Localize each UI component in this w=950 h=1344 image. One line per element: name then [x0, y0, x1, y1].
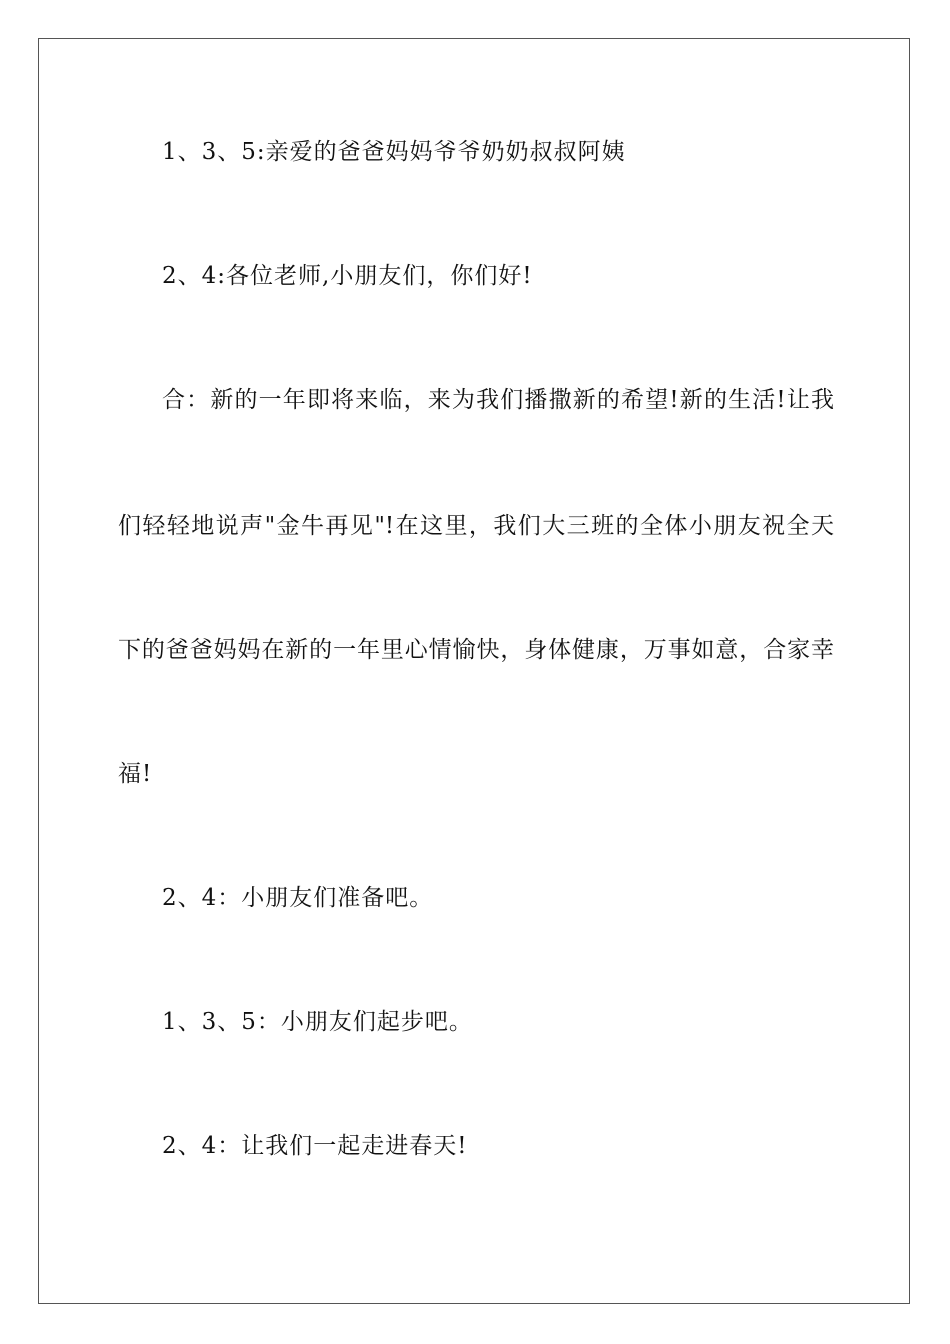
text-line: 2、4：小朋友们准备吧。 — [162, 885, 434, 911]
text-line: 福! — [118, 761, 153, 787]
text-line: 2、4：让我们一起走进春天! — [162, 1133, 468, 1159]
text-line: 下的爸爸妈妈在新的一年里心情愉快，身体健康，万事如意，合家幸 — [118, 637, 834, 663]
text-line: 合：新的一年即将来临，来为我们播撒新的希望!新的生活!让我 — [162, 387, 834, 413]
text-line: 们轻轻地说声"金牛再见"!在这里，我们大三班的全体小朋友祝全天 — [118, 513, 834, 539]
page-frame — [38, 38, 910, 1304]
text-line: 1、3、5：小朋友们起步吧。 — [162, 1009, 473, 1035]
text-line: 2、4:各位老师,小朋友们，你们好! — [162, 263, 533, 289]
text-line: 1、3、5:亲爱的爸爸妈妈爷爷奶奶叔叔阿姨 — [162, 139, 626, 165]
